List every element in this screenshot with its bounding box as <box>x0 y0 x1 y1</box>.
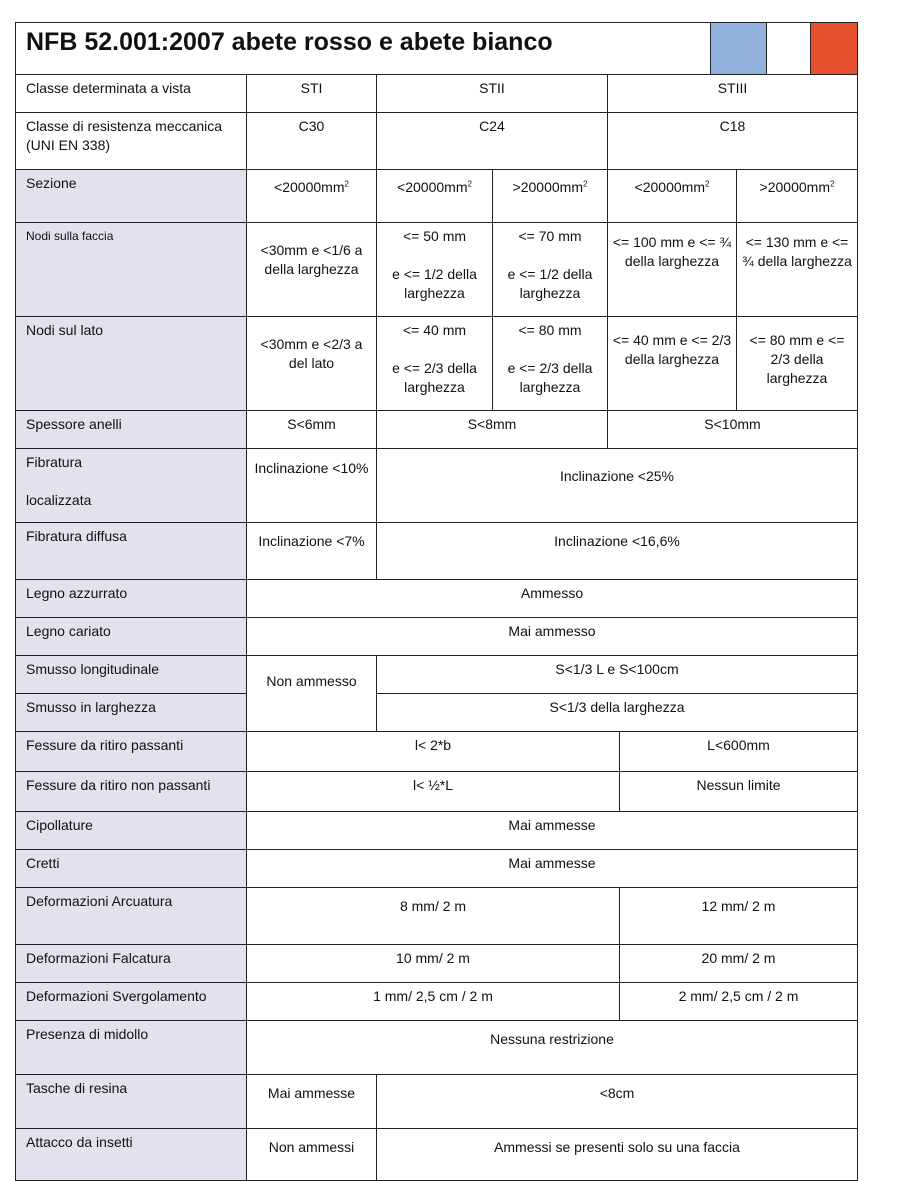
cell-falcatura-left: 10 mm/ 2 m <box>246 944 620 983</box>
cell-insetti-rest: Ammessi se presenti solo su una faccia <box>376 1128 858 1181</box>
cell-smusso-larg-rest: S<1/3 della larghezza <box>376 693 858 732</box>
cell-spessore-sti: S<6mm <box>246 410 377 449</box>
table-title: NFB 52.001:2007 abete rosso e abete bianco <box>15 22 858 75</box>
cell-cretti: Mai ammesse <box>246 849 858 888</box>
cell-sezione-stii-a: $<20000mm^2$ <box>376 169 493 223</box>
cell-resina-sti: Mai ammesse <box>246 1074 377 1129</box>
cell-fessure-passanti-right: L<600mm <box>619 731 858 772</box>
label-spessore-anelli: Spessore anelli <box>15 410 247 449</box>
label-tasche-resina: Tasche di resina <box>15 1074 247 1129</box>
label-falcatura: Deformazioni Falcatura <box>15 944 247 983</box>
cell-c18: C18 <box>607 112 858 170</box>
label-nodi-faccia: Nodi sulla faccia <box>15 222 247 317</box>
label-nodi-lato: Nodi sul lato <box>15 316 247 411</box>
cell-insetti-sti: Non ammessi <box>246 1128 377 1181</box>
cell-nodi-lato-stiii-a: <= 40 mm e <= 2/3 della larghezza <box>607 316 737 411</box>
cell-arcuatura-left: 8 mm/ 2 m <box>246 887 620 945</box>
cell-spessore-stiii: S<10mm <box>607 410 858 449</box>
cell-stii: STII <box>376 74 608 113</box>
flag-blue-swatch <box>710 22 767 75</box>
label-legno-azzurrato: Legno azzurrato <box>15 579 247 618</box>
label-cipollature: Cipollature <box>15 811 247 850</box>
cell-stiii: STIII <box>607 74 858 113</box>
cell-resina-rest: <8cm <box>376 1074 858 1129</box>
label-fessure-passanti: Fessure da ritiro passanti <box>15 731 247 772</box>
cell-fessure-passanti-left: l< 2*b <box>246 731 620 772</box>
cell-c30: C30 <box>246 112 377 170</box>
cell-smusso-sti: Non ammesso <box>246 655 377 732</box>
label-fessure-non-passanti: Fessure da ritiro non passanti <box>15 771 247 812</box>
cell-fessure-non-left: l< ½*L <box>246 771 620 812</box>
label-classe-vista: Classe determinata a vista <box>15 74 247 113</box>
flag-red-swatch <box>810 22 858 75</box>
cell-arcuatura-right: 12 mm/ 2 m <box>619 887 858 945</box>
cell-midollo: Nessuna restrizione <box>246 1020 858 1075</box>
cell-fibratura-loc-sti: Inclinazione <10% <box>246 448 377 523</box>
cell-c24: C24 <box>376 112 608 170</box>
cell-legno-azzurrato: Ammesso <box>246 579 858 618</box>
cell-fibratura-diffusa-rest: Inclinazione <16,6% <box>376 522 858 580</box>
label-legno-cariato: Legno cariato <box>15 617 247 656</box>
cell-fessure-non-right: Nessun limite <box>619 771 858 812</box>
cell-sezione-stiii-a: $<20000mm^2$ <box>607 169 737 223</box>
cell-nodi-faccia-stii-a: <= 50 mm e <= 1/2 della larghezza <box>376 222 493 317</box>
cell-spessore-stii: S<8mm <box>376 410 608 449</box>
flag-white-swatch <box>766 22 811 75</box>
cell-smusso-long-rest: S<1/3 L e S<100cm <box>376 655 858 694</box>
label-svergolamento: Deformazioni Svergolamento <box>15 982 247 1021</box>
cell-sti: STI <box>246 74 377 113</box>
cell-legno-cariato: Mai ammesso <box>246 617 858 656</box>
cell-nodi-faccia-stiii-a: <= 100 mm e <= ¾ della larghezza <box>607 222 737 317</box>
cell-nodi-faccia-stiii-b: <= 130 mm e <= ¾ della larghezza <box>736 222 858 317</box>
cell-sezione-stiii-b: $>20000mm^2$ <box>736 169 858 223</box>
label-arcuatura: Deformazioni Arcuatura <box>15 887 247 945</box>
label-classe-resistenza: Classe di resistenza meccanica (UNI EN 338) <box>15 112 247 170</box>
label-midollo: Presenza di midollo <box>15 1020 247 1075</box>
cell-nodi-lato-stii-a: <= 40 mm e <= 2/3 della larghezza <box>376 316 493 411</box>
label-smusso-larghezza: Smusso in larghezza <box>15 693 247 732</box>
cell-falcatura-right: 20 mm/ 2 m <box>619 944 858 983</box>
label-fibratura-diffusa: Fibratura diffusa <box>15 522 247 580</box>
cell-fibratura-loc-rest: Inclinazione <25% <box>376 448 858 523</box>
cell-svergolamento-left: 1 mm/ 2,5 cm / 2 m <box>246 982 620 1021</box>
label-attacco-insetti: Attacco da insetti <box>15 1128 247 1181</box>
cell-sezione-sti: $<20000mm^2$ <box>246 169 377 223</box>
grading-table <box>15 22 858 1181</box>
cell-svergolamento-right: 2 mm/ 2,5 cm / 2 m <box>619 982 858 1021</box>
cell-nodi-lato-stiii-b: <= 80 mm e <= 2/3 della larghezza <box>736 316 858 411</box>
cell-nodi-lato-sti: <30mm e <2/3 a del lato <box>246 316 377 411</box>
cell-nodi-faccia-stii-b: <= 70 mm e <= 1/2 della larghezza <box>492 222 608 317</box>
label-cretti: Cretti <box>15 849 247 888</box>
label-sezione: Sezione <box>15 169 247 223</box>
label-fibratura-localizzata: Fibratura localizzata <box>15 448 247 523</box>
label-smusso-longitudinale: Smusso longitudinale <box>15 655 247 694</box>
cell-nodi-faccia-sti: <30mm e <1/6 a della larghezza <box>246 222 377 317</box>
cell-cipollature: Mai ammesse <box>246 811 858 850</box>
cell-nodi-lato-stii-b: <= 80 mm e <= 2/3 della larghezza <box>492 316 608 411</box>
cell-sezione-stii-b: $>20000mm^2$ <box>492 169 608 223</box>
cell-fibratura-diffusa-sti: Inclinazione <7% <box>246 522 377 580</box>
